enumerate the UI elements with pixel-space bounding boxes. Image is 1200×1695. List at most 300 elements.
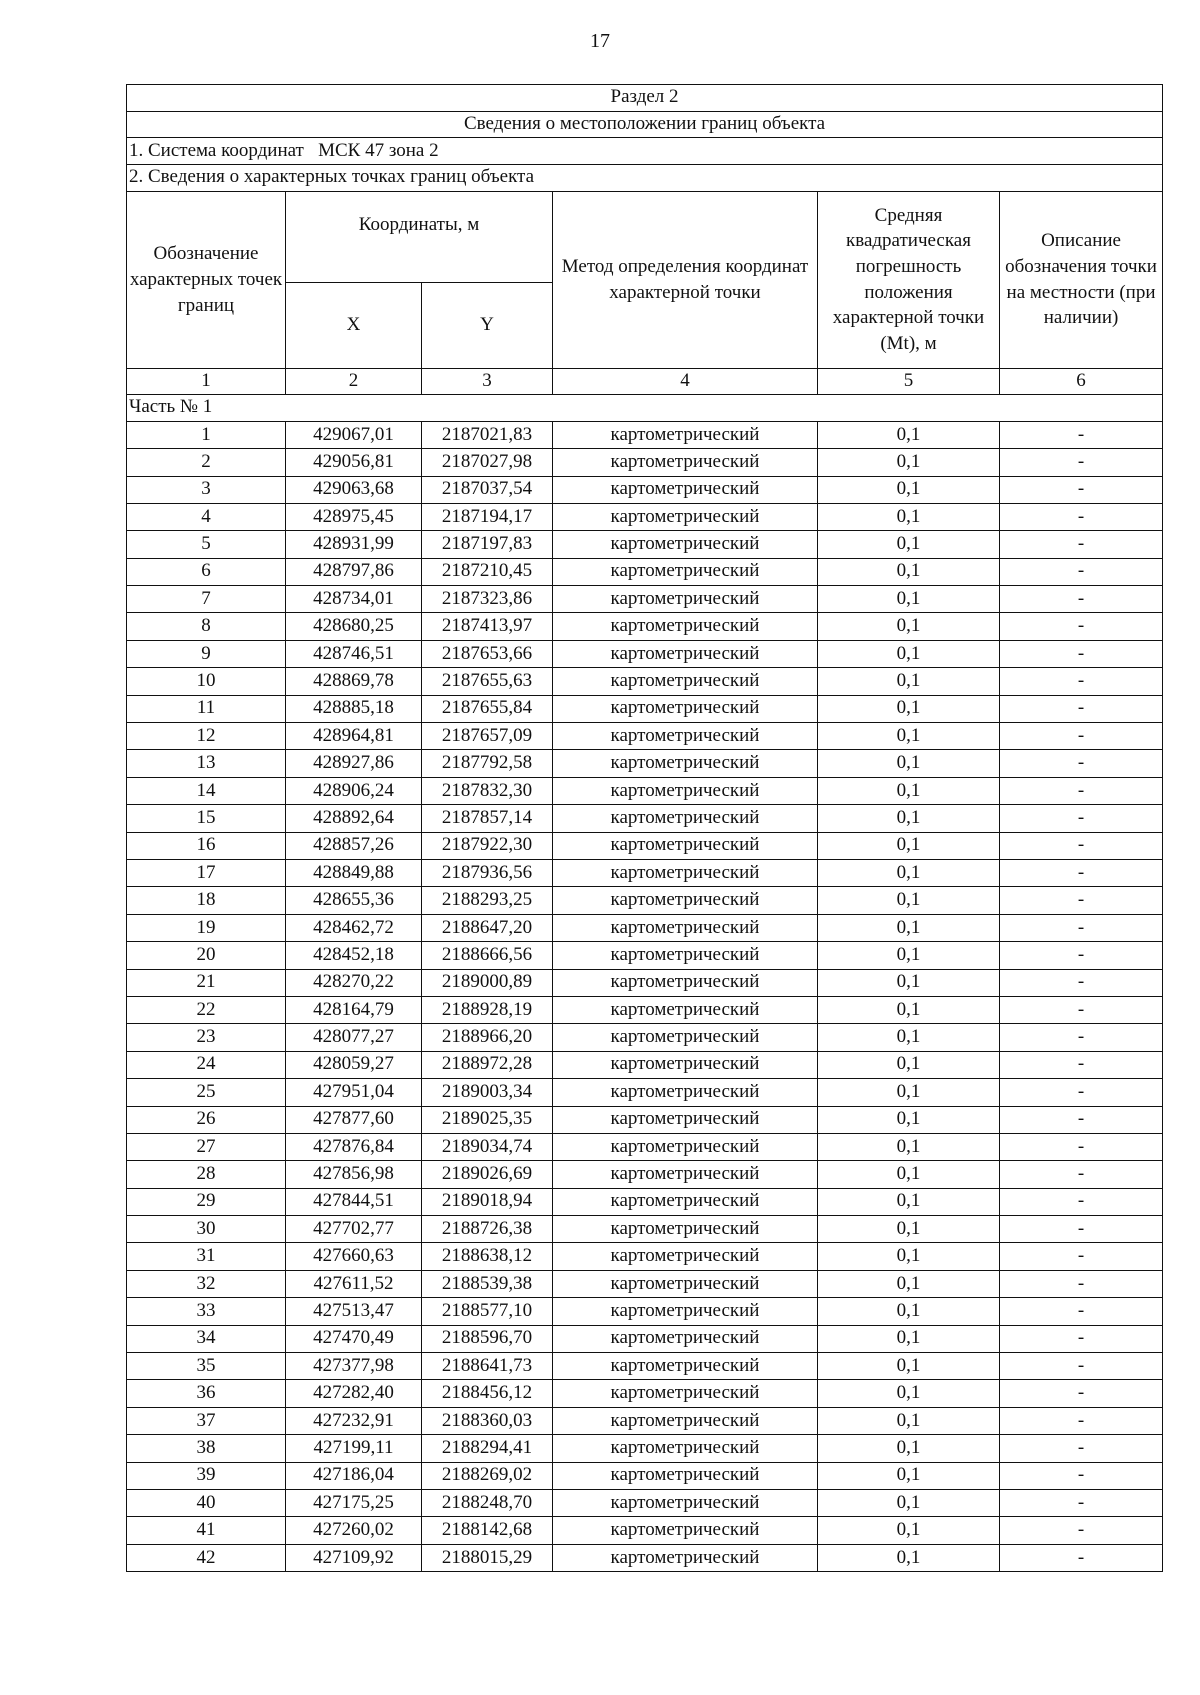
mean-error-cell: 0,1 — [818, 1544, 1000, 1571]
point-number: 28 — [127, 1161, 286, 1188]
coord-x: 428964,81 — [286, 723, 422, 750]
method-cell: картометрический — [553, 1325, 818, 1352]
page-number: 17 — [590, 30, 610, 52]
method-cell: картометрический — [553, 777, 818, 804]
method-cell: картометрический — [553, 723, 818, 750]
description-cell: - — [1000, 695, 1163, 722]
point-number: 8 — [127, 613, 286, 640]
point-number: 42 — [127, 1544, 286, 1571]
mean-error-cell: 0,1 — [818, 723, 1000, 750]
description-cell: - — [1000, 1435, 1163, 1462]
coord-y: 2188293,25 — [422, 887, 553, 914]
description-cell: - — [1000, 586, 1163, 613]
point-number: 18 — [127, 887, 286, 914]
coord-y: 2188015,29 — [422, 1544, 553, 1571]
coord-x: 427377,98 — [286, 1353, 422, 1380]
coord-y: 2188248,70 — [422, 1489, 553, 1516]
mean-error-cell: 0,1 — [818, 613, 1000, 640]
description-cell: - — [1000, 1024, 1163, 1051]
coord-x: 428931,99 — [286, 531, 422, 558]
table-row — [127, 942, 1163, 969]
table-row — [127, 1407, 1163, 1434]
mean-error-cell: 0,1 — [818, 887, 1000, 914]
table-row — [127, 586, 1163, 613]
coord-x: 427611,52 — [286, 1270, 422, 1297]
mean-error-cell: 0,1 — [818, 996, 1000, 1023]
method-cell: картометрический — [553, 531, 818, 558]
method-cell: картометрический — [553, 1216, 818, 1243]
method-cell: картометрический — [553, 1133, 818, 1160]
description-cell: - — [1000, 1517, 1163, 1544]
table-row — [127, 860, 1163, 887]
method-cell: картометрический — [553, 1024, 818, 1051]
part-label: Часть № 1 — [127, 394, 1163, 421]
description-cell: - — [1000, 1353, 1163, 1380]
method-cell: картометрический — [553, 1298, 818, 1325]
description-cell: - — [1000, 558, 1163, 585]
table-row — [127, 969, 1163, 996]
coord-x: 427199,11 — [286, 1435, 422, 1462]
mean-error-cell: 0,1 — [818, 1106, 1000, 1133]
coord-y: 2187194,17 — [422, 503, 553, 530]
table-row — [127, 1106, 1163, 1133]
coord-y: 2188360,03 — [422, 1407, 553, 1434]
table-row — [127, 1353, 1163, 1380]
section-title: Раздел 2 — [127, 85, 1163, 112]
coord-y: 2187021,83 — [422, 421, 553, 448]
method-cell: картометрический — [553, 914, 818, 941]
table-row — [127, 531, 1163, 558]
table-row — [127, 750, 1163, 777]
mean-error-cell: 0,1 — [818, 777, 1000, 804]
coord-y: 2187792,58 — [422, 750, 553, 777]
table-row — [127, 1325, 1163, 1352]
mean-error-cell: 0,1 — [818, 1024, 1000, 1051]
method-cell: картометрический — [553, 613, 818, 640]
point-number: 12 — [127, 723, 286, 750]
method-cell: картометрический — [553, 695, 818, 722]
table-row — [127, 613, 1163, 640]
coord-x: 429056,81 — [286, 449, 422, 476]
point-number: 32 — [127, 1270, 286, 1297]
coord-y: 2187655,63 — [422, 668, 553, 695]
coord-y: 2188294,41 — [422, 1435, 553, 1462]
table-row — [127, 777, 1163, 804]
mean-error-cell: 0,1 — [818, 668, 1000, 695]
mean-error-cell: 0,1 — [818, 640, 1000, 667]
point-number: 6 — [127, 558, 286, 585]
table-row — [127, 1243, 1163, 1270]
description-cell: - — [1000, 1243, 1163, 1270]
coord-x: 428452,18 — [286, 942, 422, 969]
mean-error-cell: 0,1 — [818, 1489, 1000, 1516]
coord-y: 2189025,35 — [422, 1106, 553, 1133]
description-cell: - — [1000, 860, 1163, 887]
point-number: 27 — [127, 1133, 286, 1160]
coord-y: 2187027,98 — [422, 449, 553, 476]
coord-system-line: 1. Система координат МСК 47 зона 2 — [127, 138, 1163, 165]
coord-y: 2187653,66 — [422, 640, 553, 667]
coord-y: 2187210,45 — [422, 558, 553, 585]
table-row — [127, 503, 1163, 530]
coord-x: 429067,01 — [286, 421, 422, 448]
mean-error-cell: 0,1 — [818, 1407, 1000, 1434]
method-cell: картометрический — [553, 860, 818, 887]
coord-x: 428655,36 — [286, 887, 422, 914]
method-cell: картометрический — [553, 1517, 818, 1544]
point-number: 21 — [127, 969, 286, 996]
table-row — [127, 1216, 1163, 1243]
method-cell: картометрический — [553, 421, 818, 448]
point-number: 24 — [127, 1051, 286, 1078]
coord-y: 2187657,09 — [422, 723, 553, 750]
point-number: 39 — [127, 1462, 286, 1489]
coord-x: 427844,51 — [286, 1188, 422, 1215]
coord-y: 2187413,97 — [422, 613, 553, 640]
description-cell: - — [1000, 1325, 1163, 1352]
description-cell: - — [1000, 668, 1163, 695]
coord-x: 428849,88 — [286, 860, 422, 887]
table-row — [127, 1435, 1163, 1462]
description-cell: - — [1000, 1544, 1163, 1571]
point-number: 25 — [127, 1079, 286, 1106]
point-number: 41 — [127, 1517, 286, 1544]
mean-error-cell: 0,1 — [818, 914, 1000, 941]
method-cell: картометрический — [553, 969, 818, 996]
table-row — [127, 421, 1163, 448]
table-row — [127, 1489, 1163, 1516]
mean-error-cell: 0,1 — [818, 476, 1000, 503]
description-cell: - — [1000, 613, 1163, 640]
coord-y: 2187197,83 — [422, 531, 553, 558]
coord-x: 428892,64 — [286, 805, 422, 832]
coord-y: 2189018,94 — [422, 1188, 553, 1215]
point-number: 7 — [127, 586, 286, 613]
coord-y: 2189026,69 — [422, 1161, 553, 1188]
mean-error-cell: 0,1 — [818, 586, 1000, 613]
mean-error-cell: 0,1 — [818, 503, 1000, 530]
table-row — [127, 1133, 1163, 1160]
description-cell: - — [1000, 421, 1163, 448]
table-row — [127, 1024, 1163, 1051]
point-number: 38 — [127, 1435, 286, 1462]
table-row — [127, 1270, 1163, 1297]
coord-y: 2188641,73 — [422, 1353, 553, 1380]
method-cell: картометрический — [553, 1435, 818, 1462]
method-cell: картометрический — [553, 1544, 818, 1571]
table-row — [127, 1051, 1163, 1078]
coord-x: 428857,26 — [286, 832, 422, 859]
coord-y: 2188638,12 — [422, 1243, 553, 1270]
description-cell: - — [1000, 1407, 1163, 1434]
header-y: Y — [422, 282, 553, 368]
coord-x: 427186,04 — [286, 1462, 422, 1489]
point-number: 17 — [127, 860, 286, 887]
description-cell: - — [1000, 750, 1163, 777]
mean-error-cell: 0,1 — [818, 1517, 1000, 1544]
description-cell: - — [1000, 1188, 1163, 1215]
table-row — [127, 1544, 1163, 1571]
point-number: 35 — [127, 1353, 286, 1380]
mean-error-cell: 0,1 — [818, 1216, 1000, 1243]
description-cell: - — [1000, 887, 1163, 914]
mean-error-cell: 0,1 — [818, 1325, 1000, 1352]
method-cell: картометрический — [553, 805, 818, 832]
mean-error-cell: 0,1 — [818, 832, 1000, 859]
point-number: 14 — [127, 777, 286, 804]
method-cell: картометрический — [553, 1353, 818, 1380]
mean-error-cell: 0,1 — [818, 558, 1000, 585]
mean-error-cell: 0,1 — [818, 695, 1000, 722]
description-cell: - — [1000, 1051, 1163, 1078]
method-cell: картометрический — [553, 942, 818, 969]
description-cell: - — [1000, 1079, 1163, 1106]
coord-x: 428734,01 — [286, 586, 422, 613]
header-description: Описание обозначения точки на местности (при наличии) — [1000, 191, 1163, 368]
coord-y: 2187037,54 — [422, 476, 553, 503]
header-mean-error: Средняя квадратическая погрешность положения характерной точки (Mt), м — [818, 191, 1000, 368]
coord-y: 2187655,84 — [422, 695, 553, 722]
mean-error-cell: 0,1 — [818, 1188, 1000, 1215]
table-row — [127, 1298, 1163, 1325]
description-cell: - — [1000, 832, 1163, 859]
point-number: 22 — [127, 996, 286, 1023]
description-cell: - — [1000, 1270, 1163, 1297]
coord-y: 2189034,74 — [422, 1133, 553, 1160]
coord-x: 428746,51 — [286, 640, 422, 667]
coord-y: 2188577,10 — [422, 1298, 553, 1325]
description-cell: - — [1000, 914, 1163, 941]
table-row — [127, 1462, 1163, 1489]
header-x: X — [286, 282, 422, 368]
column-number: 1 — [127, 368, 286, 394]
coord-y: 2188666,56 — [422, 942, 553, 969]
point-number: 33 — [127, 1298, 286, 1325]
coord-x: 429063,68 — [286, 476, 422, 503]
method-cell: картометрический — [553, 668, 818, 695]
table-row — [127, 1380, 1163, 1407]
point-number: 5 — [127, 531, 286, 558]
description-cell: - — [1000, 1298, 1163, 1325]
coord-y: 2188928,19 — [422, 996, 553, 1023]
coord-x: 428077,27 — [286, 1024, 422, 1051]
mean-error-cell: 0,1 — [818, 449, 1000, 476]
coord-x: 427232,91 — [286, 1407, 422, 1434]
table-row — [127, 887, 1163, 914]
coord-y: 2188539,38 — [422, 1270, 553, 1297]
point-number: 10 — [127, 668, 286, 695]
coord-y: 2189000,89 — [422, 969, 553, 996]
coord-y: 2188972,28 — [422, 1051, 553, 1078]
coord-x: 427109,92 — [286, 1544, 422, 1571]
table-row — [127, 914, 1163, 941]
table-row — [127, 449, 1163, 476]
method-cell: картометрический — [553, 1489, 818, 1516]
column-number: 4 — [553, 368, 818, 394]
header-point-designation: Обозначение характерных точек границ — [127, 191, 286, 368]
description-cell: - — [1000, 1380, 1163, 1407]
coord-x: 428869,78 — [286, 668, 422, 695]
point-number: 9 — [127, 640, 286, 667]
point-number: 11 — [127, 695, 286, 722]
coord-x: 427282,40 — [286, 1380, 422, 1407]
coord-x: 427951,04 — [286, 1079, 422, 1106]
mean-error-cell: 0,1 — [818, 942, 1000, 969]
coord-y: 2189003,34 — [422, 1079, 553, 1106]
method-cell: картометрический — [553, 1243, 818, 1270]
method-cell: картометрический — [553, 503, 818, 530]
column-number: 2 — [286, 368, 422, 394]
table-row — [127, 476, 1163, 503]
coord-x: 428906,24 — [286, 777, 422, 804]
point-number: 20 — [127, 942, 286, 969]
coord-x: 427877,60 — [286, 1106, 422, 1133]
description-cell: - — [1000, 503, 1163, 530]
mean-error-cell: 0,1 — [818, 1270, 1000, 1297]
method-cell: картометрический — [553, 887, 818, 914]
coord-y: 2188269,02 — [422, 1462, 553, 1489]
point-number: 1 — [127, 421, 286, 448]
point-number: 31 — [127, 1243, 286, 1270]
table-row — [127, 723, 1163, 750]
coord-x: 427876,84 — [286, 1133, 422, 1160]
description-cell: - — [1000, 942, 1163, 969]
mean-error-cell: 0,1 — [818, 1435, 1000, 1462]
coord-y: 2187857,14 — [422, 805, 553, 832]
section-subtitle: Сведения о местоположении границ объекта — [127, 111, 1163, 138]
coord-x: 427175,25 — [286, 1489, 422, 1516]
coord-x: 428462,72 — [286, 914, 422, 941]
mean-error-cell: 0,1 — [818, 1161, 1000, 1188]
table-row — [127, 695, 1163, 722]
mean-error-cell: 0,1 — [818, 1462, 1000, 1489]
description-cell: - — [1000, 1462, 1163, 1489]
method-cell: картометрический — [553, 558, 818, 585]
coord-y: 2188966,20 — [422, 1024, 553, 1051]
coord-y: 2188596,70 — [422, 1325, 553, 1352]
mean-error-cell: 0,1 — [818, 1380, 1000, 1407]
table-row — [127, 1188, 1163, 1215]
mean-error-cell: 0,1 — [818, 1051, 1000, 1078]
description-cell: - — [1000, 1216, 1163, 1243]
coord-x: 428797,86 — [286, 558, 422, 585]
coord-y: 2188142,68 — [422, 1517, 553, 1544]
description-cell: - — [1000, 1161, 1163, 1188]
method-cell: картометрический — [553, 1407, 818, 1434]
mean-error-cell: 0,1 — [818, 1298, 1000, 1325]
method-cell: картометрический — [553, 1079, 818, 1106]
method-cell: картометрический — [553, 1051, 818, 1078]
coord-y: 2187832,30 — [422, 777, 553, 804]
point-number: 4 — [127, 503, 286, 530]
coord-y: 2188726,38 — [422, 1216, 553, 1243]
method-cell: картометрический — [553, 996, 818, 1023]
mean-error-cell: 0,1 — [818, 1079, 1000, 1106]
mean-error-cell: 0,1 — [818, 805, 1000, 832]
description-cell: - — [1000, 723, 1163, 750]
header-coordinates: Координаты, м — [286, 191, 553, 282]
coord-x: 428270,22 — [286, 969, 422, 996]
method-cell: картометрический — [553, 1106, 818, 1133]
coord-x: 427856,98 — [286, 1161, 422, 1188]
coord-x: 427660,63 — [286, 1243, 422, 1270]
point-number: 23 — [127, 1024, 286, 1051]
point-number: 16 — [127, 832, 286, 859]
description-cell: - — [1000, 969, 1163, 996]
description-cell: - — [1000, 640, 1163, 667]
point-number: 40 — [127, 1489, 286, 1516]
coord-y: 2187936,56 — [422, 860, 553, 887]
description-cell: - — [1000, 476, 1163, 503]
method-cell: картометрический — [553, 586, 818, 613]
point-number: 26 — [127, 1106, 286, 1133]
description-cell: - — [1000, 805, 1163, 832]
description-cell: - — [1000, 1489, 1163, 1516]
point-number: 13 — [127, 750, 286, 777]
point-number: 15 — [127, 805, 286, 832]
boundary-points-table — [126, 84, 1163, 1572]
point-number: 30 — [127, 1216, 286, 1243]
column-number: 5 — [818, 368, 1000, 394]
column-number: 3 — [422, 368, 553, 394]
points-info-line: 2. Сведения о характерных точках границ объекта — [127, 165, 1163, 192]
method-cell: картометрический — [553, 832, 818, 859]
coord-x: 427470,49 — [286, 1325, 422, 1352]
coord-x: 427260,02 — [286, 1517, 422, 1544]
table-row — [127, 1161, 1163, 1188]
method-cell: картометрический — [553, 1161, 818, 1188]
description-cell: - — [1000, 777, 1163, 804]
description-cell: - — [1000, 1106, 1163, 1133]
method-cell: картометрический — [553, 476, 818, 503]
mean-error-cell: 0,1 — [818, 750, 1000, 777]
coord-x: 428927,86 — [286, 750, 422, 777]
coord-y: 2188647,20 — [422, 914, 553, 941]
point-number: 19 — [127, 914, 286, 941]
point-number: 36 — [127, 1380, 286, 1407]
table-row — [127, 996, 1163, 1023]
description-cell: - — [1000, 531, 1163, 558]
point-number: 34 — [127, 1325, 286, 1352]
mean-error-cell: 0,1 — [818, 531, 1000, 558]
method-cell: картометрический — [553, 640, 818, 667]
coord-x: 427702,77 — [286, 1216, 422, 1243]
coord-x: 428680,25 — [286, 613, 422, 640]
method-cell: картометрический — [553, 750, 818, 777]
coord-x: 428885,18 — [286, 695, 422, 722]
mean-error-cell: 0,1 — [818, 1133, 1000, 1160]
mean-error-cell: 0,1 — [818, 421, 1000, 448]
coord-x: 428164,79 — [286, 996, 422, 1023]
header-method: Метод определения координат характерной точки — [553, 191, 818, 368]
table-row — [127, 558, 1163, 585]
mean-error-cell: 0,1 — [818, 860, 1000, 887]
description-cell: - — [1000, 1133, 1163, 1160]
coord-x: 427513,47 — [286, 1298, 422, 1325]
table-row — [127, 1079, 1163, 1106]
table-row — [127, 832, 1163, 859]
method-cell: картометрический — [553, 1462, 818, 1489]
table-row — [127, 640, 1163, 667]
coord-y: 2188456,12 — [422, 1380, 553, 1407]
method-cell: картометрический — [553, 1188, 818, 1215]
column-number: 6 — [1000, 368, 1163, 394]
mean-error-cell: 0,1 — [818, 1353, 1000, 1380]
description-cell: - — [1000, 449, 1163, 476]
coord-x: 428975,45 — [286, 503, 422, 530]
mean-error-cell: 0,1 — [818, 969, 1000, 996]
coord-y: 2187922,30 — [422, 832, 553, 859]
